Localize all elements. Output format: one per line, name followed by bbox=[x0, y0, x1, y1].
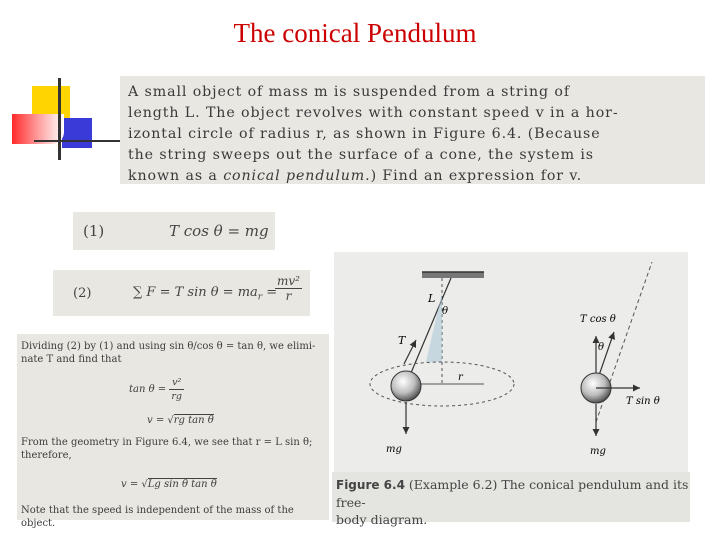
problem-line: izontal circle of radius r, as shown in Figure 6.4. (Because bbox=[128, 126, 601, 142]
caption-text: (Example 6.2) The conical pendulum and its free- bbox=[336, 477, 689, 510]
slide-title: The conical Pendulum bbox=[233, 18, 477, 48]
figure-caption bbox=[332, 472, 690, 527]
problem-line: length L. The object revolves with constant speed v in a hor- bbox=[128, 105, 619, 121]
label-T: T bbox=[398, 334, 406, 347]
label-mg: mg bbox=[590, 446, 606, 457]
tan-equation: tan θ = $\frac{\text{v²}}{rg}$ bbox=[129, 377, 182, 402]
figure-number: Figure 6.4 bbox=[336, 478, 405, 492]
problem-line: known as a conical pendulum.) Find an expression for v. bbox=[128, 168, 583, 184]
derivation-note: Note that the speed is independent of the mass of the object. bbox=[21, 505, 294, 529]
equation-number: (1) bbox=[83, 222, 105, 240]
label-mg: mg bbox=[386, 444, 402, 455]
equation-number: (2) bbox=[73, 286, 92, 301]
derivation-paragraph: Dividing (2) by (1) and using sin θ/cos θ = tan θ, we elimi- nate T and find that bbox=[21, 341, 316, 365]
equation-expression: ∑ F = T $\sin \theta = ma_r$ = bbox=[133, 285, 278, 303]
caption-text: body diagram. bbox=[336, 512, 428, 527]
equation-1 bbox=[73, 212, 275, 250]
label-theta: θ bbox=[442, 306, 449, 317]
ceiling-support bbox=[422, 272, 484, 278]
v-equation: v = √rg tan θ bbox=[147, 415, 214, 426]
problem-line: A small object of mass m is suspended from a string of bbox=[128, 84, 570, 100]
label-L: L bbox=[428, 292, 436, 305]
equation-fraction: $\frac{\text{mv²}}{r}$ bbox=[277, 274, 300, 303]
label-theta: θ bbox=[598, 342, 605, 353]
problem-line: the string sweeps out the surface of a cone, the system is bbox=[128, 147, 594, 163]
label-tcos: T cos θ bbox=[580, 314, 616, 325]
equation-2 bbox=[53, 270, 310, 316]
label-tsin: T sin θ bbox=[626, 396, 660, 407]
pendulum-ball bbox=[391, 371, 421, 401]
derivation-block bbox=[17, 334, 329, 529]
label-r: r bbox=[458, 372, 463, 383]
equation-expression: T cos θ = mg bbox=[169, 222, 269, 240]
problem-statement bbox=[120, 76, 705, 184]
v-final-equation: v = √Lg sin θ tan θ bbox=[121, 479, 217, 490]
derivation-paragraph: From the geometry in Figure 6.4, we see that r = L sin θ; therefore, bbox=[21, 437, 313, 461]
tension-arrow bbox=[404, 340, 416, 364]
